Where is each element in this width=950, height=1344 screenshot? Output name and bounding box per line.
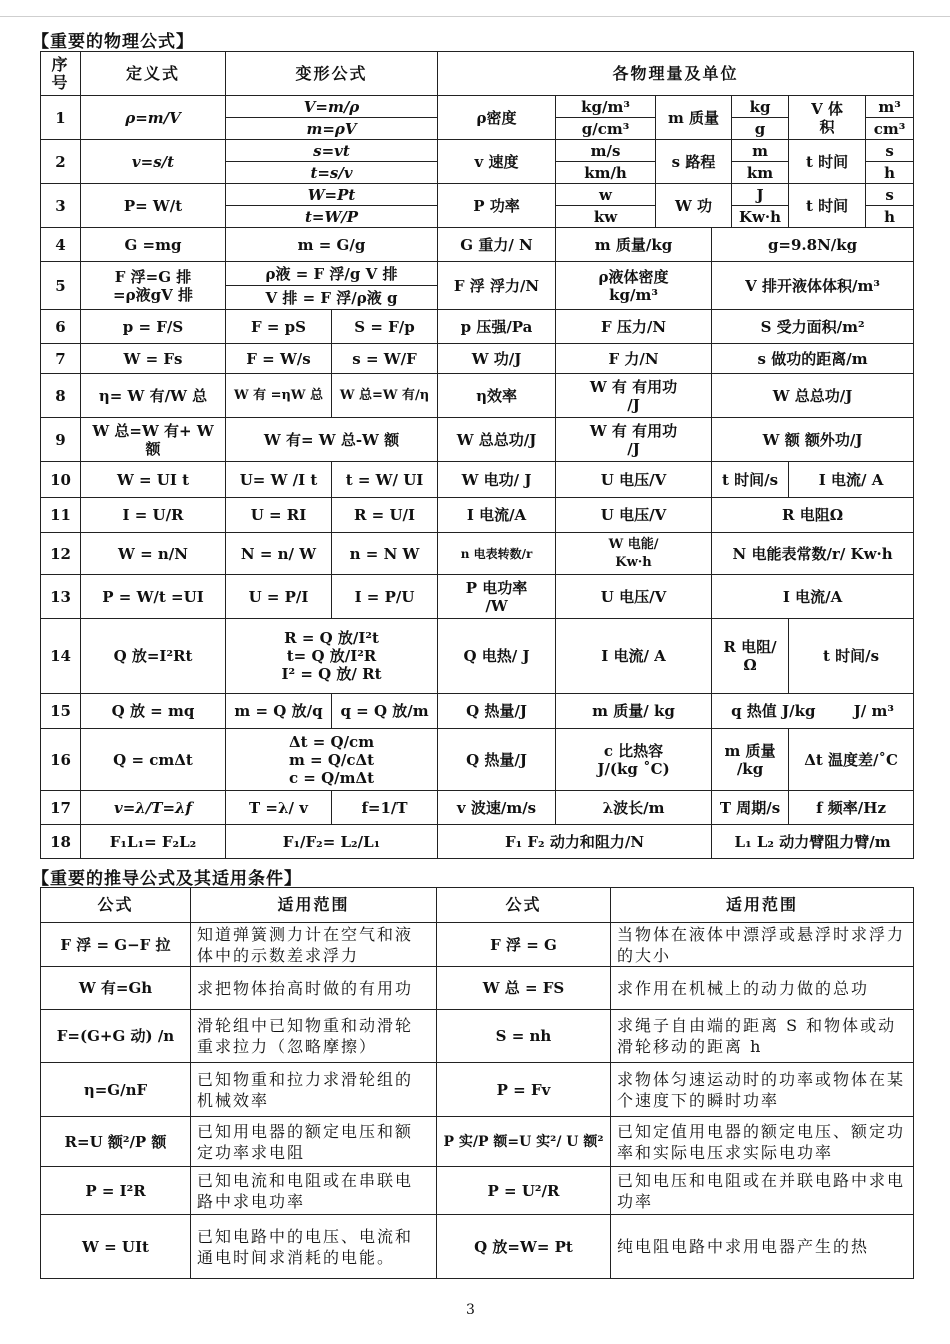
variant-formula: m = G/g bbox=[226, 228, 438, 262]
unit-cell: kg bbox=[732, 96, 789, 118]
section-title-formulas: 【重要的物理公式】 bbox=[32, 32, 194, 52]
quantity-label: W 电功/ J bbox=[438, 462, 556, 498]
condition-cell: 已知电路中的电压、电流和通电时间求消耗的电能。 bbox=[191, 1215, 437, 1279]
table-header-row bbox=[41, 52, 914, 96]
table-row bbox=[41, 1215, 914, 1279]
variant-formula: U = P/I bbox=[226, 575, 332, 619]
definition-formula: W = n/N bbox=[81, 533, 226, 575]
formula-cell: W 总 = FS bbox=[437, 967, 611, 1010]
quantity-label: N 电能表常数/r/ Kw·h bbox=[712, 533, 914, 575]
quantity-label: m 质量 /kg bbox=[712, 729, 789, 791]
quantity-label: q 热值 J/kg bbox=[712, 694, 835, 729]
unit-cell: kw bbox=[556, 206, 656, 228]
page-number: 3 bbox=[466, 1302, 475, 1318]
condition-cell: 已知定值用电器的额定电压、额定功率和实际电压求实际电功率 bbox=[611, 1117, 914, 1167]
table-row bbox=[41, 533, 914, 575]
variant-formula: f=1/T bbox=[332, 791, 438, 825]
unit-cell: s bbox=[866, 184, 914, 206]
quantity-label: f 频率/Hz bbox=[789, 791, 914, 825]
quantity-label: U 电压/V bbox=[556, 498, 712, 533]
quantity-label: T 周期/s bbox=[712, 791, 789, 825]
quantity-label: R 电阻Ω bbox=[712, 498, 914, 533]
quantity-label: Q 电热/ J bbox=[438, 619, 556, 694]
variant-formula: F = W/s bbox=[226, 344, 332, 374]
row-number: 13 bbox=[41, 575, 81, 619]
variant-formula: m = Q 放/q bbox=[226, 694, 332, 729]
quantity-label: λ波长/m bbox=[556, 791, 712, 825]
definition-formula: P= W/t bbox=[81, 184, 226, 228]
definition-formula: I = U/R bbox=[81, 498, 226, 533]
definition-formula: Q 放 = mq bbox=[81, 694, 226, 729]
quantity-label: I 电流/A bbox=[438, 498, 556, 533]
variant-formula: t=W/P bbox=[226, 206, 438, 228]
unit-cell: cm³ bbox=[866, 118, 914, 140]
table-row bbox=[41, 923, 914, 967]
variant-formula: t = W/ UI bbox=[332, 462, 438, 498]
table-row bbox=[41, 1167, 914, 1215]
formula-cell: P 实/P 额=U 实²/ U 额² bbox=[437, 1117, 611, 1167]
condition-cell: 纯电阻电路中求用电器产生的热 bbox=[611, 1215, 914, 1279]
condition-cell: 求绳子自由端的距离 S 和物体或动滑轮移动的距离 h bbox=[611, 1010, 914, 1063]
quantity-label: v 波速/m/s bbox=[438, 791, 556, 825]
header-formula: 公式 bbox=[41, 888, 191, 923]
definition-formula: G =mg bbox=[81, 228, 226, 262]
variant-formula: V=m/ρ bbox=[226, 96, 438, 118]
table-row bbox=[41, 694, 914, 729]
quantity-label: G 重力/ N bbox=[438, 228, 556, 262]
condition-cell: 滑轮组中已知物重和动滑轮重求拉力（忽略摩擦） bbox=[191, 1010, 437, 1063]
table-row bbox=[41, 1063, 914, 1117]
table-row bbox=[41, 498, 914, 533]
table-header-row bbox=[41, 888, 914, 923]
condition-cell: 已知物重和拉力求滑轮组的机械效率 bbox=[191, 1063, 437, 1117]
variant-formula: T =λ/ v bbox=[226, 791, 332, 825]
quantity-label: W 总总功/J bbox=[438, 418, 556, 462]
formula-cell: F=(G+G 动) /n bbox=[41, 1010, 191, 1063]
table-row bbox=[41, 228, 914, 262]
variant-formula: W 总=W 有/η bbox=[332, 374, 438, 418]
row-number: 1 bbox=[41, 96, 81, 140]
quantity-label: m 质量/kg bbox=[556, 228, 712, 262]
quantity-label: t 时间/s bbox=[789, 619, 914, 694]
unit-cell: g bbox=[732, 118, 789, 140]
quantity-label: W 电能/ Kw·h bbox=[556, 533, 712, 575]
variant-formula: W 有= W 总-W 额 bbox=[226, 418, 438, 462]
unit-cell: m bbox=[732, 140, 789, 162]
formula-cell: P = I²R bbox=[41, 1167, 191, 1215]
quantity-label: V 体 积 bbox=[789, 96, 866, 140]
quantity-label: t 时间/s bbox=[712, 462, 789, 498]
table-row bbox=[41, 1010, 914, 1063]
formula-cell: R=U 额²/P 额 bbox=[41, 1117, 191, 1167]
header-scope: 适用范围 bbox=[191, 888, 437, 923]
header-seq: 序 号 bbox=[41, 52, 81, 96]
variant-formula: S = F/p bbox=[332, 310, 438, 344]
row-number: 6 bbox=[41, 310, 81, 344]
variant-formula: F₁/F₂= L₂/L₁ bbox=[226, 825, 438, 859]
quantity-label: J/ m³ bbox=[835, 694, 914, 729]
formula-table bbox=[40, 51, 914, 859]
variant-formula: U = RI bbox=[226, 498, 332, 533]
formula-cell: F 浮 = G bbox=[437, 923, 611, 967]
quantity-label: F 压力/N bbox=[556, 310, 712, 344]
quantity-label: I 电流/ A bbox=[789, 462, 914, 498]
variant-formula: F = pS bbox=[226, 310, 332, 344]
variant-formula: W 有 =ηW 总 bbox=[226, 374, 332, 418]
table-row bbox=[41, 619, 914, 694]
variant-formula: s=vt bbox=[226, 140, 438, 162]
variant-formula: s = W/F bbox=[332, 344, 438, 374]
table-row bbox=[41, 791, 914, 825]
formula-cell: P = Fv bbox=[437, 1063, 611, 1117]
row-number: 11 bbox=[41, 498, 81, 533]
variant-formula: m=ρV bbox=[226, 118, 438, 140]
row-number: 12 bbox=[41, 533, 81, 575]
quantity-label: t 时间 bbox=[789, 140, 866, 184]
variant-formula: I = P/U bbox=[332, 575, 438, 619]
variant-formula: R = Q 放/I²t t= Q 放/I²R I² = Q 放/ Rt bbox=[226, 619, 438, 694]
table-row bbox=[41, 374, 914, 418]
formula-cell: F 浮 = G−F 拉 bbox=[41, 923, 191, 967]
header-variants: 变形公式 bbox=[226, 52, 438, 96]
unit-cell: h bbox=[866, 162, 914, 184]
definition-formula: W = UI t bbox=[81, 462, 226, 498]
quantity-label: U 电压/V bbox=[556, 575, 712, 619]
table-row bbox=[41, 262, 914, 286]
quantity-label: ρ密度 bbox=[438, 96, 556, 140]
quantity-label: Q 热量/J bbox=[438, 729, 556, 791]
condition-cell: 已知用电器的额定电压和额定功率求电阻 bbox=[191, 1117, 437, 1167]
quantity-label: m 质量 bbox=[656, 96, 732, 140]
definition-formula: v=s/t bbox=[81, 140, 226, 184]
variant-formula: N = n/ W bbox=[226, 533, 332, 575]
unit-cell: g/cm³ bbox=[556, 118, 656, 140]
quantity-label: W 有 有用功 /J bbox=[556, 374, 712, 418]
unit-cell: J bbox=[732, 184, 789, 206]
condition-cell: 求作用在机械上的动力做的总功 bbox=[611, 967, 914, 1010]
table-row bbox=[41, 96, 914, 118]
quantity-label: W 额 额外功/J bbox=[712, 418, 914, 462]
quantity-label: Δt 温度差/˚C bbox=[789, 729, 914, 791]
quantity-label: F 力/N bbox=[556, 344, 712, 374]
quantity-label: W 功/J bbox=[438, 344, 556, 374]
table-row bbox=[41, 310, 914, 344]
unit-cell: kg/m³ bbox=[556, 96, 656, 118]
row-number: 17 bbox=[41, 791, 81, 825]
variant-formula: n = N W bbox=[332, 533, 438, 575]
table-row bbox=[41, 729, 914, 791]
quantity-label: P 电功率 /W bbox=[438, 575, 556, 619]
derived-formula-table bbox=[40, 887, 914, 1279]
table-row bbox=[41, 344, 914, 374]
unit-cell: m³ bbox=[866, 96, 914, 118]
definition-formula: W = Fs bbox=[81, 344, 226, 374]
row-number: 7 bbox=[41, 344, 81, 374]
row-number: 18 bbox=[41, 825, 81, 859]
quantity-label: W 有 有用功 /J bbox=[556, 418, 712, 462]
condition-cell: 已知电压和电阻或在并联电路中求电功率 bbox=[611, 1167, 914, 1215]
formula-cell: W = UIt bbox=[41, 1215, 191, 1279]
unit-cell: km bbox=[732, 162, 789, 184]
row-number: 4 bbox=[41, 228, 81, 262]
quantity-label: η效率 bbox=[438, 374, 556, 418]
unit-cell: w bbox=[556, 184, 656, 206]
quantity-label: F₁ F₂ 动力和阻力/N bbox=[438, 825, 712, 859]
definition-formula: ρ=m/V bbox=[81, 96, 226, 140]
table-row bbox=[41, 418, 914, 462]
section-title-derived: 【重要的推导公式及其适用条件】 bbox=[32, 869, 302, 889]
definition-formula: F 浮=G 排 =ρ液gV 排 bbox=[81, 262, 226, 310]
variant-formula: R = U/I bbox=[332, 498, 438, 533]
quantity-label: ρ液体密度 kg/m³ bbox=[556, 262, 712, 310]
quantity-label: s 做功的距离/m bbox=[712, 344, 914, 374]
formula-cell: S = nh bbox=[437, 1010, 611, 1063]
quantity-label: U 电压/V bbox=[556, 462, 712, 498]
formula-cell: P = U²/R bbox=[437, 1167, 611, 1215]
definition-formula: P = W/t =UI bbox=[81, 575, 226, 619]
unit-cell: h bbox=[866, 206, 914, 228]
quantity-label: W 功 bbox=[656, 184, 732, 228]
quantity-label: n 电表转数/r bbox=[438, 533, 556, 575]
table-row bbox=[41, 1117, 914, 1167]
table-row bbox=[41, 184, 914, 206]
quantity-label: g=9.8N/kg bbox=[712, 228, 914, 262]
row-number: 10 bbox=[41, 462, 81, 498]
unit-cell: s bbox=[866, 140, 914, 162]
row-number: 8 bbox=[41, 374, 81, 418]
variant-formula: W=Pt bbox=[226, 184, 438, 206]
header-formula: 公式 bbox=[437, 888, 611, 923]
condition-cell: 求把物体抬高时做的有用功 bbox=[191, 967, 437, 1010]
quantity-label: I 电流/ A bbox=[556, 619, 712, 694]
quantity-label: P 功率 bbox=[438, 184, 556, 228]
quantity-label: Q 热量/J bbox=[438, 694, 556, 729]
variant-formula: q = Q 放/m bbox=[332, 694, 438, 729]
row-number: 9 bbox=[41, 418, 81, 462]
table-row bbox=[41, 462, 914, 498]
variant-formula: t=s/v bbox=[226, 162, 438, 184]
row-number: 16 bbox=[41, 729, 81, 791]
quantity-label: L₁ L₂ 动力臂阻力臂/m bbox=[712, 825, 914, 859]
table-row bbox=[41, 967, 914, 1010]
quantity-label: s 路程 bbox=[656, 140, 732, 184]
quantity-label: W 总总功/J bbox=[712, 374, 914, 418]
quantity-label: m 质量/ kg bbox=[556, 694, 712, 729]
top-rule bbox=[0, 16, 950, 17]
row-number: 15 bbox=[41, 694, 81, 729]
unit-cell: m/s bbox=[556, 140, 656, 162]
unit-cell: km/h bbox=[556, 162, 656, 184]
quantity-label: R 电阻/ Ω bbox=[712, 619, 789, 694]
quantity-label: t 时间 bbox=[789, 184, 866, 228]
definition-formula: η= W 有/W 总 bbox=[81, 374, 226, 418]
variant-formula: ρ液 = F 浮/g V 排 bbox=[226, 262, 438, 286]
table-row bbox=[41, 575, 914, 619]
header-units: 各物理量及单位 bbox=[438, 52, 914, 96]
header-scope: 适用范围 bbox=[611, 888, 914, 923]
quantity-label: S 受力面积/m² bbox=[712, 310, 914, 344]
quantity-label: I 电流/A bbox=[712, 575, 914, 619]
variant-formula: U= W /I t bbox=[226, 462, 332, 498]
header-definition: 定义式 bbox=[81, 52, 226, 96]
quantity-label: v 速度 bbox=[438, 140, 556, 184]
definition-formula: Q 放=I²Rt bbox=[81, 619, 226, 694]
quantity-label: V 排开液体体积/m³ bbox=[712, 262, 914, 310]
quantity-label: p 压强/Pa bbox=[438, 310, 556, 344]
definition-formula: Q = cmΔt bbox=[81, 729, 226, 791]
row-number: 5 bbox=[41, 262, 81, 310]
condition-cell: 求物体匀速运动时的功率或物体在某个速度下的瞬时功率 bbox=[611, 1063, 914, 1117]
condition-cell: 当物体在液体中漂浮或悬浮时求浮力的大小 bbox=[611, 923, 914, 967]
definition-formula: v=λ/T=λf bbox=[81, 791, 226, 825]
definition-formula: p = F/S bbox=[81, 310, 226, 344]
table-row bbox=[41, 825, 914, 859]
table-row bbox=[41, 140, 914, 162]
definition-formula: W 总=W 有+ W 额 bbox=[81, 418, 226, 462]
variant-formula: Δt = Q/cm m = Q/cΔt c = Q/mΔt bbox=[226, 729, 438, 791]
row-number: 3 bbox=[41, 184, 81, 228]
formula-cell: η=G/nF bbox=[41, 1063, 191, 1117]
condition-cell: 已知电流和电阻或在串联电路中求电功率 bbox=[191, 1167, 437, 1215]
quantity-label: F 浮 浮力/N bbox=[438, 262, 556, 310]
row-number: 14 bbox=[41, 619, 81, 694]
quantity-label: c 比热容 J/(kg ˚C) bbox=[556, 729, 712, 791]
condition-cell: 知道弹簧测力计在空气和液体中的示数差求浮力 bbox=[191, 923, 437, 967]
row-number: 2 bbox=[41, 140, 81, 184]
formula-cell: Q 放=W= Pt bbox=[437, 1215, 611, 1279]
unit-cell: Kw·h bbox=[732, 206, 789, 228]
variant-formula: V 排 = F 浮/ρ液 g bbox=[226, 286, 438, 310]
formula-cell: W 有=Gh bbox=[41, 967, 191, 1010]
definition-formula: F₁L₁= F₂L₂ bbox=[81, 825, 226, 859]
